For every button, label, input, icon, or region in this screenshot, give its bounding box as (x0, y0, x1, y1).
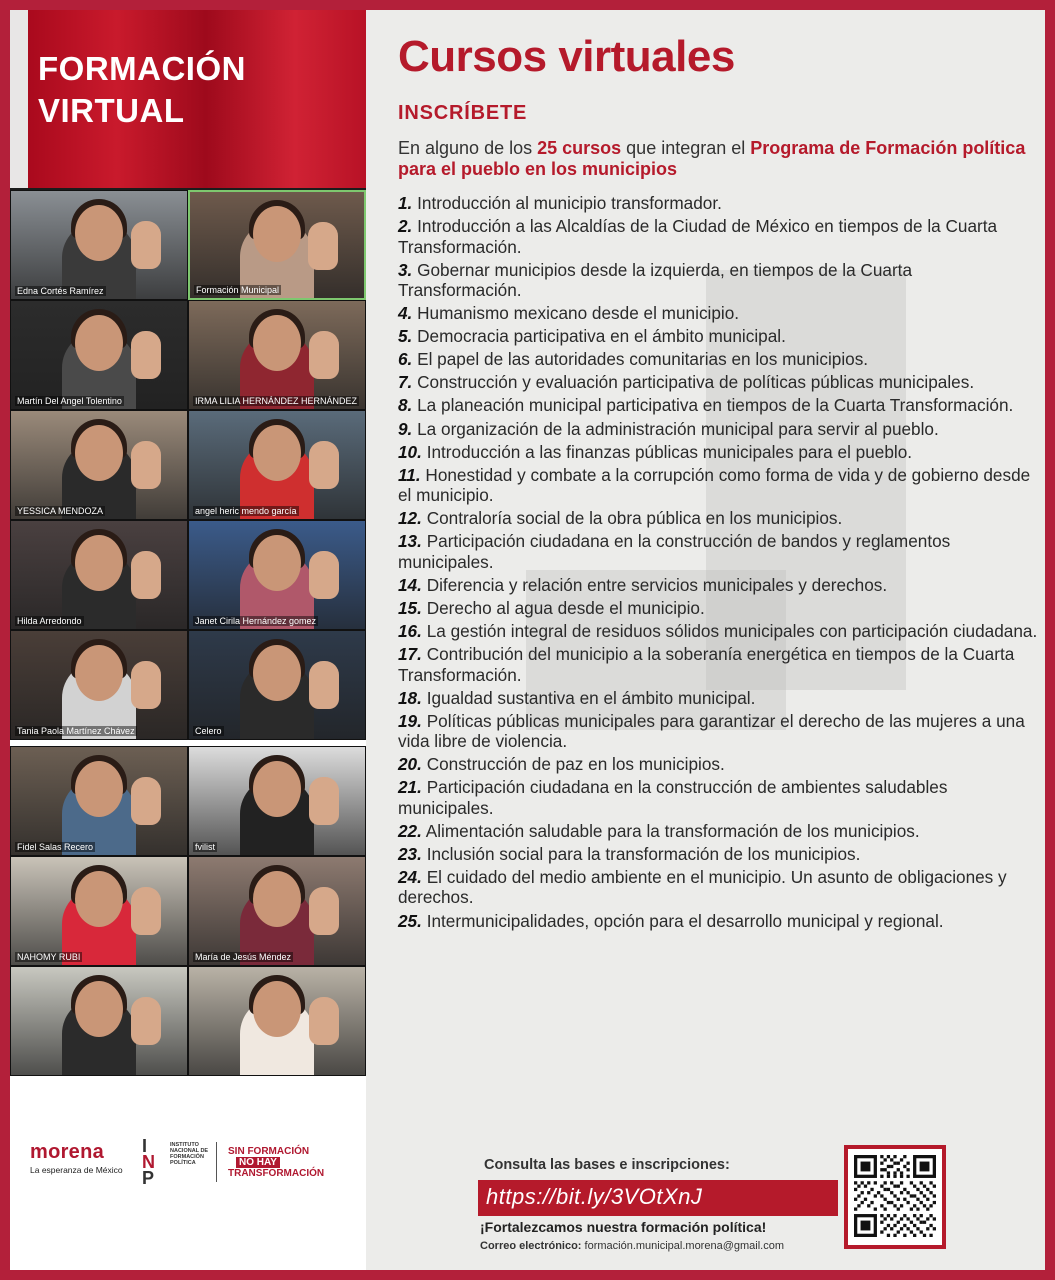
course-item (398, 372, 1038, 392)
morena-tagline: La esperanza de México (30, 1165, 123, 1175)
course-number: 17. (398, 644, 422, 665)
course-item (398, 598, 1038, 618)
video-tile[interactable] (10, 630, 188, 740)
video-tile[interactable] (10, 520, 188, 630)
course-title: Derecho al agua desde el municipio. (426, 597, 705, 618)
course-number: 12. (398, 508, 422, 529)
raised-hand (309, 887, 339, 935)
course-item (398, 531, 1038, 572)
participant-face (253, 871, 301, 927)
video-tile[interactable] (10, 190, 188, 300)
course-item (398, 911, 1038, 931)
video-tile[interactable] (188, 300, 366, 410)
right-column (366, 10, 1045, 1270)
course-number: 2. (398, 216, 413, 237)
course-number: 1. (398, 193, 413, 213)
video-tile[interactable] (10, 966, 188, 1076)
raised-hand (131, 441, 161, 489)
raised-hand (309, 441, 339, 489)
page-title: Cursos virtuales (398, 32, 735, 81)
raised-hand (131, 887, 161, 935)
course-title: Alimentación saludable para la transformación de los municipios. (425, 820, 920, 841)
raised-hand (131, 331, 161, 379)
course-number: 22. (398, 820, 422, 841)
course-number: 19. (398, 710, 422, 731)
course-title: Participación ciudadana en la construcción de bandos y reglamentos municipales. (398, 531, 951, 572)
course-item (398, 193, 1038, 213)
course-item (398, 349, 1038, 369)
participant-name: Tania Paola Martínez Chávez (17, 726, 135, 736)
participant-face (75, 535, 123, 591)
poster (10, 10, 1045, 1270)
raised-hand (308, 222, 338, 270)
course-item (398, 216, 1038, 257)
video-tile[interactable] (188, 410, 366, 520)
course-number: 24. (398, 867, 422, 887)
course-number: 9. (398, 418, 413, 439)
course-title: Humanismo mexicano desde el municipio. (417, 303, 740, 324)
course-item (398, 821, 1038, 841)
morena-logo (30, 1141, 123, 1175)
course-title: Construcción y evaluación participativa de políticas públicas municipales. (417, 372, 975, 393)
course-number: 5. (398, 326, 413, 347)
course-item (398, 711, 1038, 752)
intro-highlight-courses: 25 cursos (537, 138, 622, 158)
participant-face (253, 761, 301, 817)
course-number: 10. (398, 441, 422, 462)
course-item (398, 688, 1038, 708)
course-title: Construcción de paz en los municipios. (426, 754, 725, 775)
course-item (398, 844, 1038, 864)
course-title: Diferencia y relación entre servicios municipales y derechos. (426, 574, 888, 595)
video-tile[interactable] (188, 630, 366, 740)
banner-line-1: FORMACIÓN (38, 50, 246, 87)
course-item (398, 465, 1038, 506)
raised-hand (309, 661, 339, 709)
inp-name: INSTITUTO NACIONAL DE FORMACIÓN POLÍTICA (170, 1142, 209, 1166)
course-number: 7. (398, 372, 413, 393)
banner-line-2: VIRTUAL (38, 92, 185, 129)
raised-hand (309, 331, 339, 379)
raised-hand (131, 777, 161, 825)
course-title: La organización de la administración municipal para servir al pueblo. (417, 418, 939, 439)
course-item (398, 442, 1038, 462)
video-tile[interactable] (188, 520, 366, 630)
participant-face (253, 206, 301, 262)
course-number: 11. (398, 464, 421, 485)
url-bar[interactable] (478, 1180, 838, 1216)
video-tile[interactable] (10, 746, 188, 856)
raised-hand (131, 997, 161, 1045)
raised-hand (131, 551, 161, 599)
inp-logo (138, 1136, 218, 1186)
zoom-gallery-top (10, 188, 366, 740)
course-title: Igualdad sustantiva en el ámbito municipal. (426, 687, 756, 708)
participant-name: Celero (195, 726, 222, 736)
left-column (10, 10, 366, 1270)
video-tile[interactable] (188, 746, 366, 856)
participant-face (253, 425, 301, 481)
raised-hand (309, 997, 339, 1045)
sin-formacion-logo (228, 1146, 324, 1179)
course-number: 23. (398, 843, 422, 864)
video-tile[interactable] (10, 856, 188, 966)
email-address[interactable]: formación.municipal.morena@gmail.com (581, 1240, 784, 1252)
sinform-line-1: SIN FORMACIÓN (228, 1146, 310, 1157)
email-label: Correo electrónico: (480, 1240, 582, 1252)
participant-name: Fidel Salas Recero (17, 842, 94, 852)
course-title: Gobernar municipios desde la izquierda, en tiempos de la Cuarta Transformación. (398, 259, 913, 300)
raised-hand (309, 777, 339, 825)
course-item (398, 777, 1038, 818)
course-title: Introducción al municipio transformador. (417, 193, 722, 213)
participant-name: Edna Cortés Ramírez (17, 286, 104, 296)
course-number: 15. (398, 597, 422, 618)
participant-face (75, 315, 123, 371)
course-title: El cuidado del medio ambiente en el municipio. Un asunto de obligaciones y derechos. (398, 867, 1007, 908)
video-tile[interactable] (188, 190, 366, 300)
participant-name: YESSICA MENDOZA (17, 506, 104, 516)
slogan: ¡Fortalezcamos nuestra formación política! (480, 1219, 767, 1235)
course-title: Intermunicipalidades, opción para el desarrollo municipal y regional. (426, 910, 944, 931)
participant-face (75, 761, 123, 817)
course-title: El papel de las autoridades comunitarias en los municipios. (417, 349, 869, 370)
logo-strip (10, 1076, 366, 1270)
intro-part-1: En alguno de los (398, 138, 538, 158)
participant-face (75, 205, 123, 261)
banner-title (38, 48, 246, 132)
course-item (398, 621, 1038, 641)
banner-stripe (10, 10, 28, 188)
course-number: 20. (398, 754, 422, 775)
course-item (398, 395, 1038, 415)
course-number: 6. (398, 349, 413, 370)
inp-monogram: I N P (142, 1136, 155, 1188)
course-title: Participación ciudadana en la construcción de ambientes saludables municipales. (398, 777, 948, 818)
raised-hand (131, 221, 161, 269)
course-number: 18. (398, 687, 422, 708)
participant-face (253, 535, 301, 591)
course-title: La planeación municipal participativa en tiempos de la Cuarta Transformación. (417, 395, 1014, 416)
course-title: Inclusión social para la transformación de los municipios. (426, 843, 861, 864)
course-list (398, 193, 1038, 934)
video-tile[interactable] (188, 856, 366, 966)
participant-name: fvilist (195, 842, 215, 852)
participant-name: angel heric mendo garcía (195, 506, 297, 516)
intro-highlight-program: Programa de Formación política para el pueblo en los municipios (398, 138, 1026, 179)
course-number: 4. (398, 303, 413, 324)
course-number: 14. (398, 574, 422, 595)
qr-code-icon (854, 1155, 936, 1237)
course-item (398, 260, 1038, 301)
email-line (480, 1240, 784, 1252)
banner (10, 10, 366, 188)
registration-link[interactable]: https://bit.ly/3VOtXnJ (486, 1184, 703, 1209)
course-title: Contribución del municipio a la soberanía energética en tiempos de la Cuarta Transformación. (398, 644, 1015, 685)
course-item (398, 303, 1038, 323)
course-title: Honestidad y combate a la corrupción como forma de vida y de gobierno desde el municipio. (398, 464, 1031, 506)
participant-name: Martín Del Angel Tolentino (17, 396, 122, 406)
raised-hand (131, 661, 161, 709)
video-tile[interactable] (10, 300, 188, 410)
qr-code[interactable] (844, 1145, 946, 1249)
course-number: 8. (398, 395, 413, 416)
video-tile[interactable] (10, 410, 188, 520)
participant-name: Janet Cirila Hernández gomez (195, 616, 317, 626)
participant-face (253, 315, 301, 371)
participant-face (253, 645, 301, 701)
course-number: 3. (398, 259, 413, 280)
intro-part-2: que integran el (621, 138, 751, 158)
course-title: Políticas públicas municipales para garantizar el derecho de las mujeres a una vida libre de violencia. (398, 710, 1025, 752)
video-tile[interactable] (188, 966, 366, 1076)
course-title: Contraloría social de la obra pública en los municipios. (426, 508, 843, 529)
course-number: 25. (398, 910, 422, 931)
sinform-line-3: TRANSFORMACIÓN (228, 1168, 325, 1179)
course-item (398, 508, 1038, 528)
subtitle: INSCRÍBETE (398, 102, 528, 124)
participant-name: IRMA LILIA HERNÁNDEZ HERNÁNDEZ (195, 396, 358, 406)
course-item (398, 644, 1038, 685)
course-item (398, 419, 1038, 439)
course-title: Introducción a las Alcaldías de la Ciudad de México en tiempos de la Cuarta Transformación. (398, 216, 998, 257)
sinform-line-2: NO HAY (236, 1157, 280, 1168)
participant-face (253, 981, 301, 1037)
participant-face (75, 425, 123, 481)
participant-name: Hilda Arredondo (17, 616, 82, 626)
course-title: Democracia participativa en el ámbito municipal. (417, 326, 786, 347)
course-title: La gestión integral de residuos sólidos municipales con participación ciudadana. (426, 621, 1038, 642)
course-title: Introducción a las finanzas públicas municipales para el pueblo. (426, 441, 913, 462)
participant-name: NAHOMY RUBI (17, 952, 81, 962)
course-item (398, 754, 1038, 774)
morena-wordmark: morena (30, 1141, 105, 1163)
logo-divider (216, 1142, 217, 1182)
course-number: 13. (398, 531, 422, 552)
participant-name: Formación Municipal (196, 285, 280, 295)
course-item (398, 867, 1038, 908)
zoom-gallery-bottom (10, 746, 366, 1076)
consulta-label: Consulta las bases e inscripciones: (484, 1157, 730, 1173)
participant-face (75, 871, 123, 927)
course-item (398, 326, 1038, 346)
intro-text (398, 138, 1038, 180)
course-item (398, 575, 1038, 595)
course-number: 16. (398, 621, 422, 642)
participant-face (75, 645, 123, 701)
course-number: 21. (398, 777, 422, 798)
participant-face (75, 981, 123, 1037)
participant-name: María de Jesús Méndez (195, 952, 292, 962)
raised-hand (309, 551, 339, 599)
